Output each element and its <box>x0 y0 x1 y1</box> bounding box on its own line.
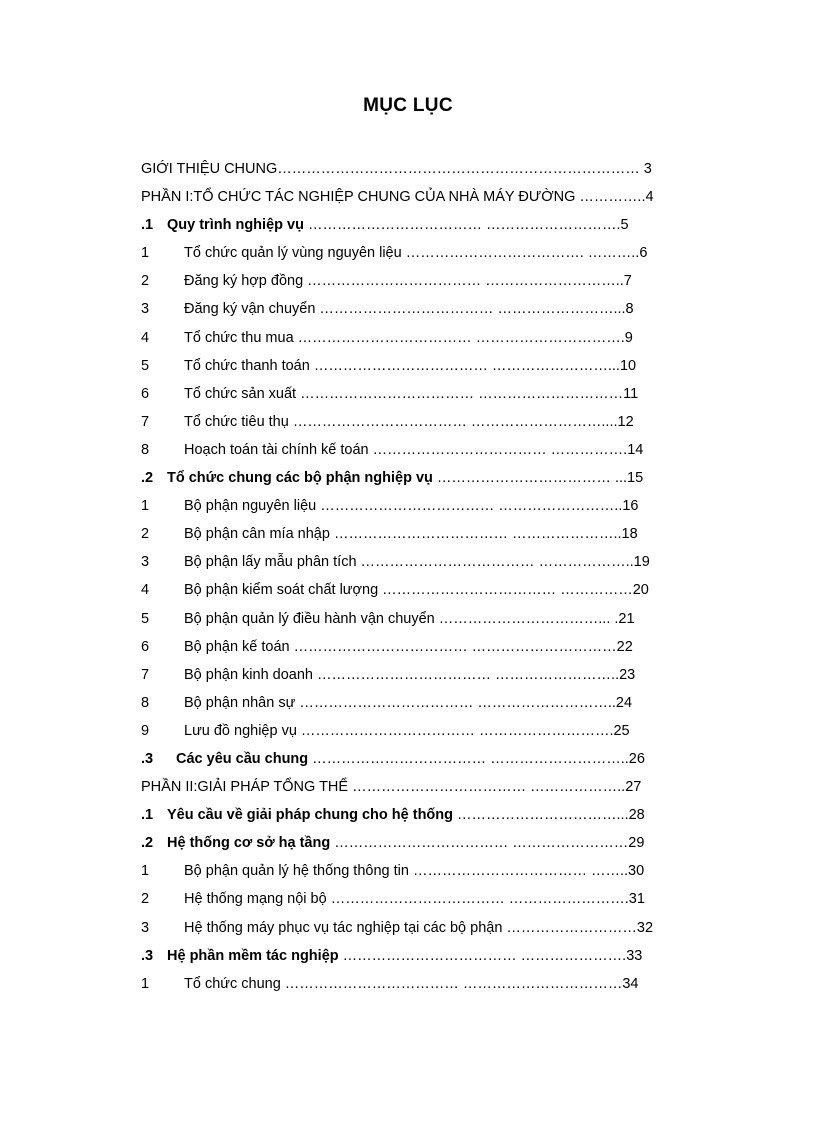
toc-entry-leader-page: ……………………………… ……………20 <box>378 582 649 599</box>
toc-entry-leader-page: ……………………………… ………………………..24 <box>295 694 633 711</box>
toc-entry-title: Bộ phận cân mía nhập ……………………………… …………………..18 <box>184 526 638 543</box>
toc-entry <box>141 492 741 520</box>
toc-entry-title: Bộ phận nguyên liệu ……………………………… ……………………..16 <box>184 498 639 515</box>
toc-entry-title: Tổ chức quản lý vùng nguyên liệu ………………………………. ………..6 <box>184 245 648 262</box>
toc-entry-leader-page: ……………………………… ……..30 <box>408 863 645 880</box>
toc-entry-number: 5 <box>141 610 150 627</box>
toc-entry-number: 5 <box>141 357 150 374</box>
toc-entry-number: 4 <box>141 582 150 599</box>
toc-entry-number: 3 <box>141 301 150 318</box>
toc-entry-leader-page: ……………………………… ………………..27 <box>348 779 642 796</box>
toc-entry <box>141 520 741 548</box>
toc-entry <box>141 267 741 295</box>
toc-entry-title: Bộ phận kinh doanh ……………………………… ……………………..23 <box>184 666 636 683</box>
toc-entry <box>141 689 741 717</box>
toc-entry-leader-page: ……………………………… ………………………..7 <box>303 273 632 290</box>
toc-entry <box>141 576 741 604</box>
toc-entry-leader-page: ……………………………… ………………..19 <box>356 554 650 571</box>
toc-entry-number: .2 <box>141 835 154 852</box>
toc-entry-number: .1 <box>141 217 154 234</box>
toc-entry <box>141 857 741 885</box>
toc-entry <box>141 914 741 942</box>
toc-entry-leader-page: ……………………………… ………………….33 <box>338 947 643 964</box>
toc-entry-leader-page: ……………………………… ………………………..26 <box>308 750 645 767</box>
toc-entry <box>141 970 741 998</box>
toc-entry <box>141 155 741 183</box>
toc-entry-leader-page: ……………………………… ……………………..23 <box>313 666 636 683</box>
toc-entry-number: .1 <box>141 807 154 824</box>
toc-entry <box>141 661 741 689</box>
toc-entry <box>141 295 741 323</box>
toc-entry-number: 7 <box>141 413 150 430</box>
toc-entry-title: Bộ phận kế toán ……………………………… …………………………22 <box>184 638 633 655</box>
toc-entry-title: Tổ chức sản xuất ……………………………… …………………………11 <box>184 385 639 402</box>
toc-entry-number: 2 <box>141 526 150 543</box>
toc-entry <box>141 745 741 773</box>
toc-entry-number: 2 <box>141 891 150 908</box>
toc-entry-number: 1 <box>141 245 150 262</box>
toc-entry-leader-page: ………………………32 <box>502 919 654 936</box>
toc-entry-leader-page: ……………………………… ……………………….25 <box>296 722 630 739</box>
toc-entry-title: Tổ chức chung ……………………………… ……………………………34 <box>184 975 639 992</box>
toc-entry-title: Bộ phận kiểm soát chất lượng ……………………………… ……………20 <box>184 582 649 599</box>
toc-entry-number: 4 <box>141 329 150 346</box>
toc-entry <box>141 239 741 267</box>
toc-entry-number: .2 <box>141 470 154 487</box>
toc-entry-number: 3 <box>141 919 150 936</box>
toc-entry <box>141 211 741 239</box>
toc-entry-leader-page: ……………………………… ……………………………34 <box>280 975 639 992</box>
toc-entry-title: Bộ phận lấy mẫu phân tích ……………………………… ………………..19 <box>184 554 650 571</box>
toc-entry <box>141 885 741 913</box>
toc-entry-number: 8 <box>141 694 150 711</box>
toc-entry-leader-page: ……………………………… ……………………29 <box>330 835 645 852</box>
toc-entry <box>141 352 741 380</box>
toc-entry-title: Bộ phận quản lý điều hành vận chuyển ……………………………... .21 <box>184 610 635 627</box>
toc-entry <box>141 324 741 352</box>
toc-entry-number: 1 <box>141 975 150 992</box>
toc-entry-title: Tổ chức chung các bộ phận nghiệp vụ ……………………………… ...15 <box>167 470 644 487</box>
toc-entry-title: Bộ phận quản lý hệ thống thông tin ……………………………… ……..30 <box>184 863 645 880</box>
toc-entry <box>141 633 741 661</box>
toc-entry-number: 9 <box>141 722 150 739</box>
toc-entry-title: PHẦN II:GIẢI PHÁP TỔNG THỂ ……………………………… ………………..27 <box>141 779 642 796</box>
toc-entry-leader-page: ……………………………… ……………………….5 <box>303 217 629 234</box>
toc-entry-title: Tổ chức tiêu thụ ……………………………… ………………………....12 <box>184 413 634 430</box>
toc-entry-number: 3 <box>141 554 150 571</box>
toc-entry-title: Bộ phận nhân sự ……………………………… ………………………..24 <box>184 694 633 711</box>
toc-entry-title: Đăng ký hợp đồng ……………………………… ………………………..7 <box>184 273 632 290</box>
toc-entry <box>141 829 741 857</box>
toc-entry-leader-page: ……………………………... .21 <box>434 610 635 627</box>
toc-entry-number: 1 <box>141 863 150 880</box>
toc-entry <box>141 183 741 211</box>
toc-entry-number: 6 <box>141 385 150 402</box>
table-of-contents <box>141 155 741 998</box>
toc-entry-title: Hệ phần mềm tác nghiệp ……………………………… ………………….33 <box>167 947 643 964</box>
toc-entry-leader-page: ……………………………...28 <box>453 807 645 824</box>
toc-entry-leader-page: ……………………………… ...15 <box>432 470 644 487</box>
toc-entry <box>141 436 741 464</box>
toc-entry <box>141 548 741 576</box>
toc-entry <box>141 801 741 829</box>
toc-entry-leader-page: ……………………………… ……………………...10 <box>309 357 637 374</box>
toc-entry <box>141 942 741 970</box>
toc-entry-title: Tổ chức thanh toán ……………………………… ……………………...10 <box>184 357 637 374</box>
toc-entry-title: Hệ thống mạng nội bộ ……………………………… …………………….31 <box>184 891 645 908</box>
toc-entry-title: Hệ thống máy phục vụ tác nghiệp tại các bộ phận ………………………32 <box>184 919 654 936</box>
toc-entry-leader-page: ……………………………… …………………………11 <box>296 385 639 402</box>
toc-entry-title: Tổ chức thu mua ……………………………… ………………………….9 <box>184 329 633 346</box>
toc-entry-leader-page: ………………………………………………………………… 3 <box>277 161 652 177</box>
toc-entry-leader-page: ……………………………… ……………………...8 <box>315 301 634 318</box>
toc-entry <box>141 464 741 492</box>
toc-entry-title: Hệ thống cơ sở hạ tầng ……………………………… ……………………29 <box>167 835 645 852</box>
toc-entry-number: .3 <box>141 947 154 964</box>
toc-entry-number: .3 <box>141 750 154 767</box>
toc-entry-title: Quy trình nghiệp vụ ……………………………… ……………………….5 <box>167 217 629 234</box>
toc-entry-title: Yêu cầu về giải pháp chung cho hệ thống ……………………………...28 <box>167 807 645 824</box>
toc-entry-title: Lưu đồ nghiệp vụ ……………………………… ……………………….25 <box>184 722 630 739</box>
toc-entry-leader-page: ……………………………… …………………..18 <box>329 526 638 543</box>
toc-entry-title: GIỚI THIỆU CHUNG………………………………………………………………… 3 <box>141 161 652 177</box>
toc-entry <box>141 605 741 633</box>
toc-entry-leader-page: ……………………………… ………………………….9 <box>293 329 633 346</box>
toc-entry-title: PHẦN I:TỔ CHỨC TÁC NGHIỆP CHUNG CỦA NHÀ MÁY ĐƯỜNG …………..4 <box>141 189 654 206</box>
toc-entry-leader-page: ………………………………. ………..6 <box>401 245 648 262</box>
toc-entry <box>141 717 741 745</box>
toc-entry-number: 8 <box>141 441 150 458</box>
toc-entry-number: 7 <box>141 666 150 683</box>
toc-entry-number: 2 <box>141 273 150 290</box>
page-title: MỤC LỤC <box>363 95 453 116</box>
toc-entry <box>141 380 741 408</box>
toc-entry-title: Đăng ký vận chuyển ……………………………… ……………………...8 <box>184 301 634 318</box>
toc-entry-number: 1 <box>141 498 150 515</box>
toc-entry <box>141 408 741 436</box>
toc-entry-number: 6 <box>141 638 150 655</box>
toc-entry-leader-page: …………..4 <box>575 189 654 206</box>
toc-entry-leader-page: ……………………………… …………….14 <box>368 441 644 458</box>
toc-entry-leader-page: ……………………………… …………………………22 <box>289 638 633 655</box>
toc-entry-leader-page: ……………………………… ……………………..16 <box>316 498 639 515</box>
toc-entry-leader-page: ……………………………… …………………….31 <box>326 891 645 908</box>
toc-entry-title: Các yêu cầu chung ……………………………… ………………………..26 <box>176 750 645 767</box>
toc-entry-title: Hoạch toán tài chính kế toán ……………………………… …………….14 <box>184 441 644 458</box>
toc-entry <box>141 773 741 801</box>
toc-entry-leader-page: ……………………………… ………………………....12 <box>288 413 634 430</box>
